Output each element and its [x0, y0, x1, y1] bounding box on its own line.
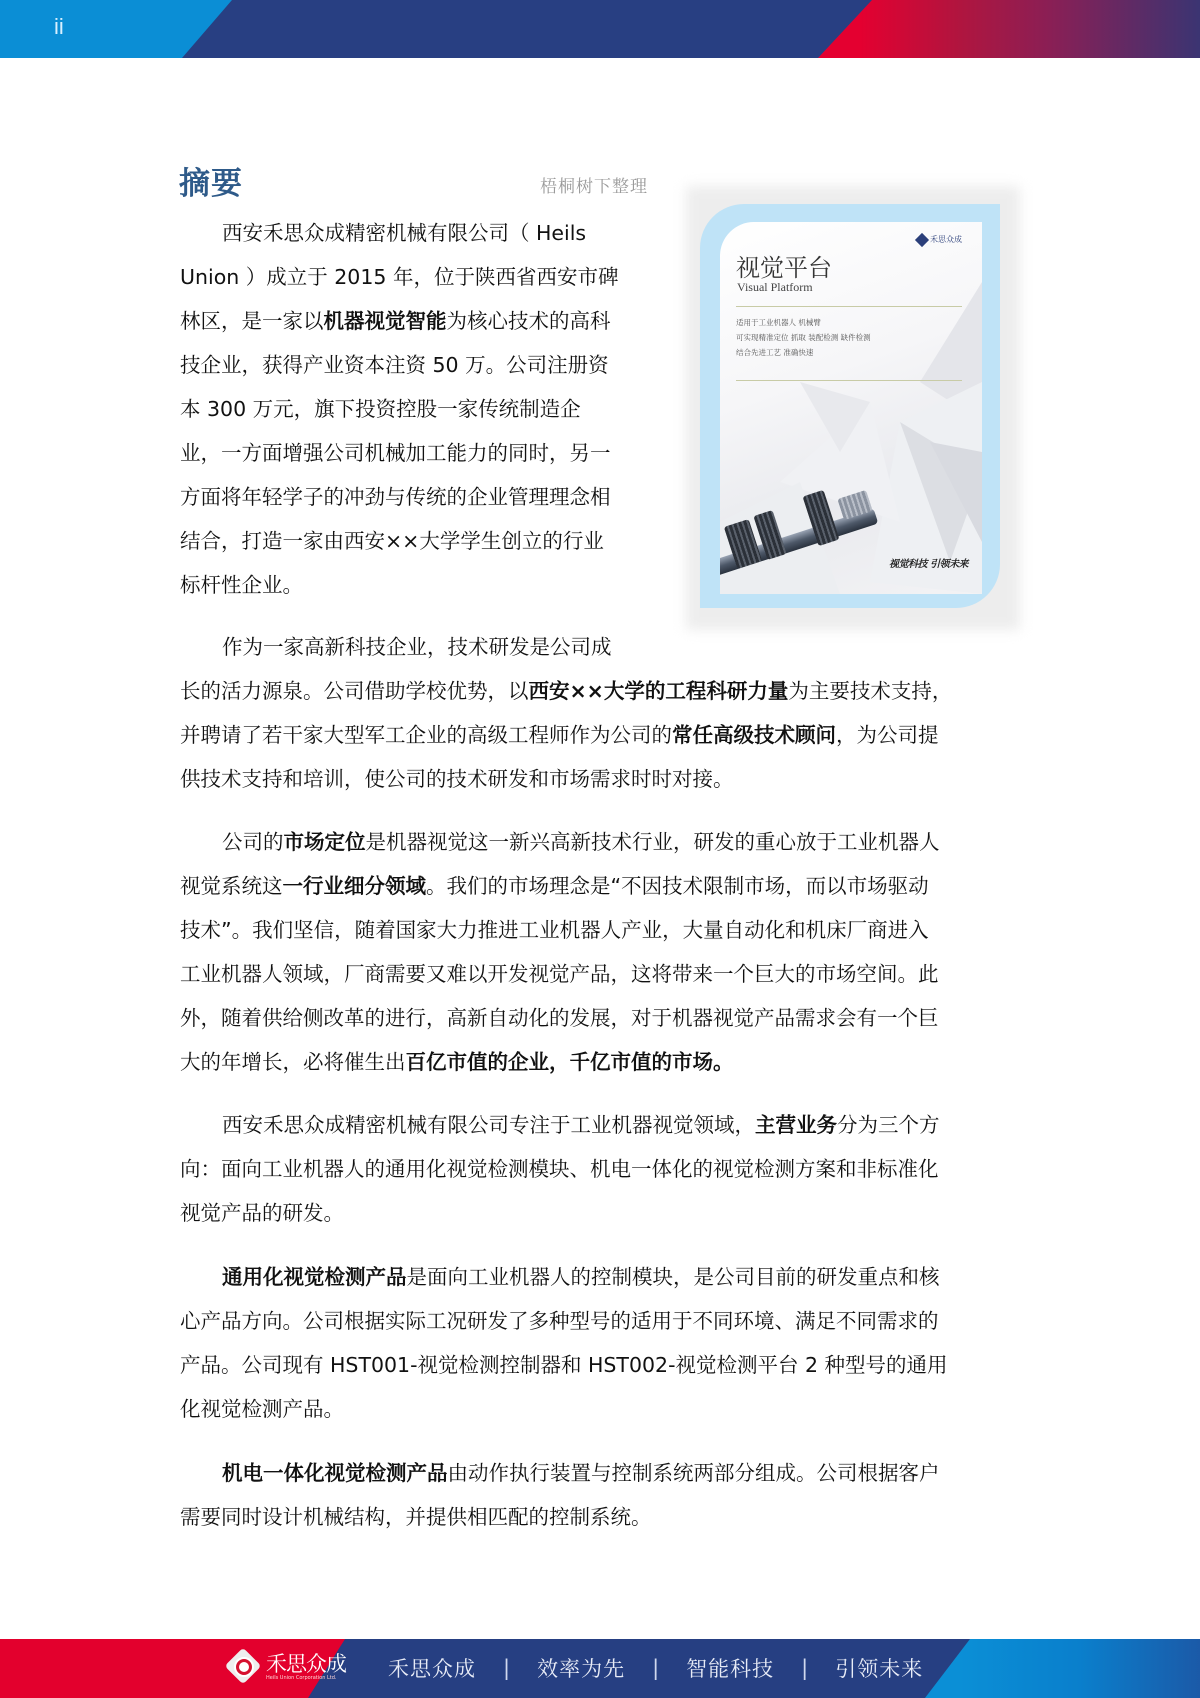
text-line: 业，一方面增强公司机械加工能力的同时，另一 — [180, 441, 611, 465]
slogan-item: 效率为先 — [537, 1657, 626, 1681]
text-line: 外，随着供给侧改革的进行，高新自动化的发展，对于机器视觉产品需求会有一个巨 — [180, 1006, 939, 1030]
text-line: 本 300 万元，旗下投资控股一家传统制造企 — [180, 397, 581, 421]
text-line: 长的活力源泉。公司借助学校优势，以西安××大学的工程科研力量为主要技术支持， — [180, 679, 953, 703]
footer-logo-cn: 禾思众成 — [266, 1651, 346, 1676]
text-line: 作为一家高新科技企业，技术研发是公司成 — [222, 635, 612, 659]
footer-slogans — [388, 1653, 923, 1683]
text-line: 并聘请了若干家大型军工企业的高级工程师作为公司的常任高级技术顾问，为公司提 — [180, 723, 939, 747]
slogan-item: 禾思众成 — [388, 1657, 476, 1681]
slogan-separator: | — [652, 1656, 660, 1680]
text-line: 视觉系统这一行业细分领域。我们的市场理念是“不因技术限制市场，而以市场驱动 — [180, 874, 929, 898]
paragraph-company-intro — [180, 211, 650, 607]
text-line: 公司的市场定位是机器视觉这一新兴高新技术行业，研发的重心放于工业机器人 — [222, 830, 940, 854]
company-emblem-icon — [226, 1649, 262, 1685]
brochure-feature-lines: 适用于工业机器人 机械臂 可实现精准定位 抓取 装配检测 缺件检测 结合先进工艺 准确快速 — [736, 318, 871, 357]
text-line: 林区，是一家以机器视觉智能为核心技术的高科 — [180, 309, 611, 333]
paragraph-main-business — [180, 1103, 1020, 1235]
signature-note: 梧桐树下整理 — [540, 177, 648, 197]
footer-logo-en: Heils Union Corporation Ltd. — [266, 1674, 337, 1681]
page-number: ii — [54, 14, 64, 39]
text-line: 产品。公司现有 HST001-视觉检测控制器和 HST002-视觉检测平台 2 种型号的通用 — [180, 1353, 948, 1377]
paragraph-rnd — [180, 625, 1020, 801]
card-cover — [720, 222, 982, 594]
brochure-logo: 禾思众成 — [917, 234, 962, 245]
brochure-subtitle: Visual Platform — [737, 280, 813, 294]
text-line: 化视觉检测产品。 — [180, 1397, 344, 1421]
footer-logo — [226, 1649, 346, 1685]
divider — [736, 306, 962, 307]
text-line: 供技术支持和培训，使公司的技术研发和市场需求时时对接。 — [180, 767, 734, 791]
paragraph-general-products — [180, 1255, 1020, 1431]
slogan-item: 智能科技 — [686, 1657, 775, 1681]
text-line: 技术”。我们坚信，随着国家大力推进工业机器人产业，大量自动化和机床厂商进入 — [180, 918, 929, 942]
slogan-separator: | — [801, 1656, 809, 1680]
text-line: 西安禾思众成精密机械有限公司（ Heils — [222, 221, 587, 245]
logo-emblem-icon — [915, 232, 929, 246]
text-line: 心产品方向。公司根据实际工况研发了多种型号的适用于不同环境、满足不同需求的 — [180, 1309, 939, 1333]
brochure-tagline: 视觉科技 引领未来 — [889, 559, 968, 570]
text-line: 大的年增长，必将催生出百亿市值的企业，千亿市值的市场。 — [180, 1050, 734, 1074]
text-line: 通用化视觉检测产品是面向工业机器人的控制模块，是公司目前的研发重点和核 — [222, 1265, 940, 1289]
text-line: 西安禾思众成精密机械有限公司专注于工业机器视觉领域，主营业务分为三个方 — [222, 1113, 940, 1137]
slogan-separator: | — [503, 1656, 511, 1680]
text-line: 向：面向工业机器人的通用化视觉检测模块、机电一体化的视觉检测方案和非标准化 — [180, 1157, 939, 1181]
header-band — [0, 0, 1200, 58]
text-line: 技企业，获得产业资本注资 50 万。公司注册资 — [180, 353, 609, 377]
text-line: 工业机器人领域，厂商需要又难以开发视觉产品，这将带来一个巨大的市场空间。此 — [180, 962, 939, 986]
text-line: 需要同时设计机械结构，并提供相匹配的控制系统。 — [180, 1505, 652, 1529]
section-title: 摘要 — [179, 166, 243, 202]
paragraph-market-positioning — [180, 820, 1020, 1084]
text-line: 机电一体化视觉检测产品由动作执行装置与控制系统两部分组成。公司根据客户 — [222, 1461, 940, 1485]
brochure-title: 视觉平台 — [736, 254, 832, 282]
paragraph-mechatronic-products — [180, 1451, 1020, 1539]
text-line: 视觉产品的研发。 — [180, 1201, 344, 1225]
text-line: 结合，打造一家由西安××大学学生创立的行业 — [180, 529, 604, 553]
text-line: Union ）成立于 2015 年，位于陕西省西安市碑 — [180, 265, 619, 289]
footer-band — [0, 1639, 1200, 1698]
text-line: 标杆性企业。 — [180, 573, 303, 597]
divider — [736, 380, 962, 381]
text-line: 方面将年轻学子的冲劲与传统的企业管理理念相 — [180, 485, 611, 509]
slogan-item: 引领未来 — [835, 1657, 924, 1681]
